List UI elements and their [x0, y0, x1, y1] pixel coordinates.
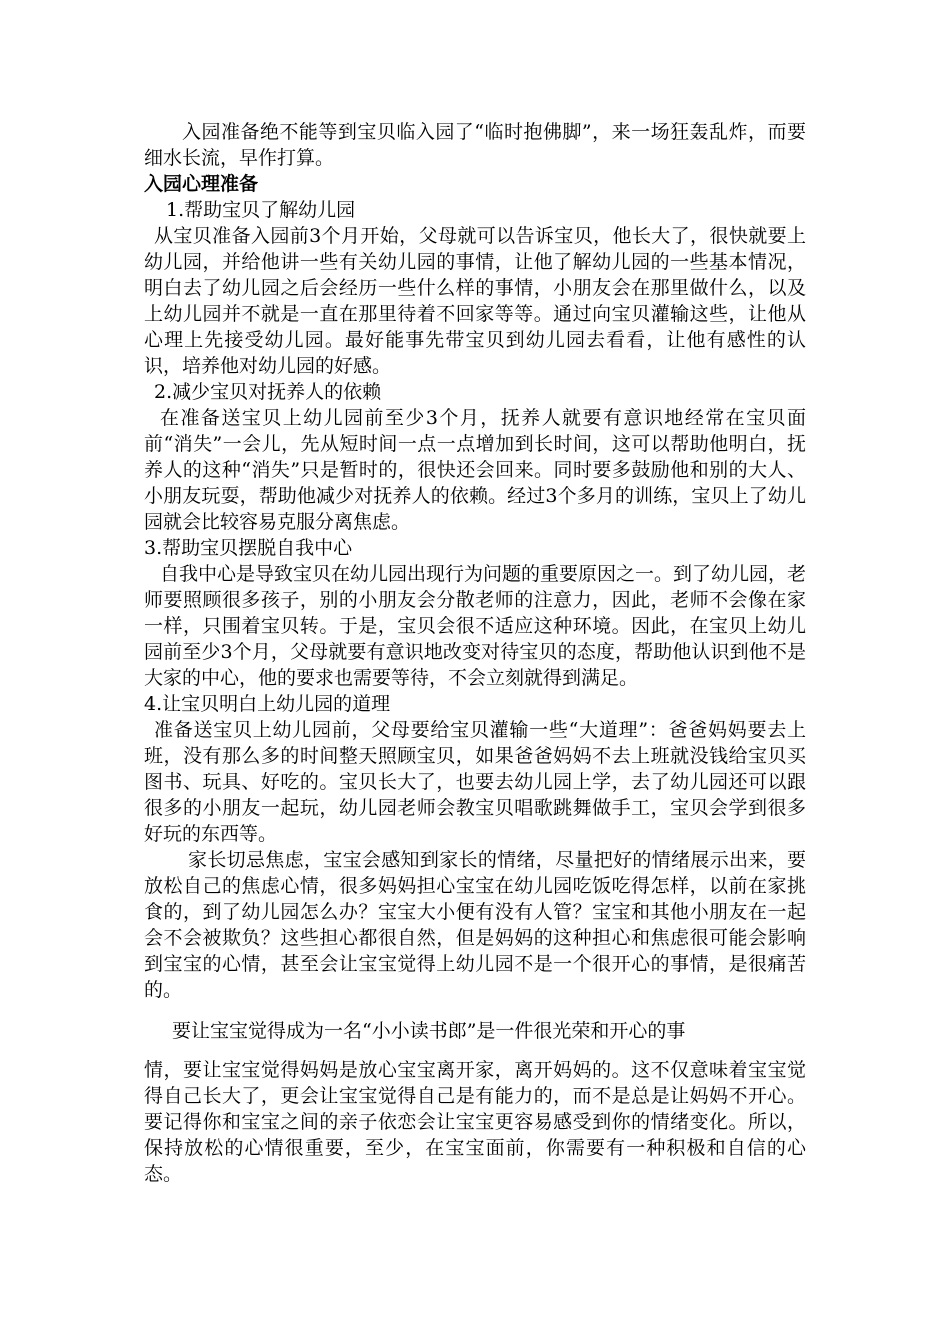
- intro-paragraph: 入园准备绝不能等到宝贝临入园了“临时抱佛脚”，来一场狂轰乱炸，而要细水长流，早作打算。: [144, 121, 806, 169]
- anxiety-paragraph: 家长切忌焦虑，宝宝会感知到家长的情绪，尽量把好的情绪展示出来，要放松自己的焦虑心情，很多妈妈担心宝宝在幼儿园吃饭吃得怎样，以前在家挑食的，到了幼儿园怎么办？宝宝大小便有没有人管？宝宝和其他小朋友在一起会不会被欺负？这些担心都很自然，但是妈妈的这种担心和焦虑很可能会影响到宝宝的心情，甚至会让宝宝觉得上幼儿园不是一个很开心的事情，是很痛苦的。: [144, 849, 806, 1001]
- item-heading-4: 4.让宝贝明白上幼儿园的道理: [144, 693, 391, 715]
- document-body: [144, 119, 806, 1187]
- section-title: 入园心理准备: [144, 173, 259, 195]
- item-body-2: 在准备送宝贝上幼儿园前至少3个月，抚养人就要有意识地经常在宝贝面前“消失”一会儿，先从短时间一点一点增加到长时间，这可以帮助他明白，抚养人的这种“消失”只是暂时的，很快还会回来。同时要多鼓励他和别的大人、小朋友玩耍，帮助他减少对抚养人的依赖。经过3个多月的训练，宝贝上了幼儿园就会比较容易克服分离焦虑。: [144, 407, 806, 533]
- item-heading-2: 2.减少宝贝对抚养人的依赖: [154, 381, 382, 403]
- item-body-4: 准备送宝贝上幼儿园前，父母要给宝贝灌输一些“大道理”：爸爸妈妈要去上班，没有那么多的时间整天照顾宝贝，如果爸爸妈妈不去上班就没钱给宝贝买图书、玩具、好吃的。宝贝长大了，也要去幼儿园上学，去了幼儿园还可以跟很多的小朋友一起玩，幼儿园老师会教宝贝唱歌跳舞做手工，宝贝会学到很多好玩的东西等。: [144, 719, 806, 845]
- item-body-1: 从宝贝准备入园前3个月开始，父母就可以告诉宝贝，他长大了，很快就要上幼儿园，并给他讲一些有关幼儿园的事情，让他了解幼儿园的一些基本情况，明白去了幼儿园之后会经历一些什么样的事情，小朋友会在那里做什么，以及上幼儿园并不就是一直在那里待着不回家等等。通过向宝贝灌输这些，让他从心理上先接受幼儿园。最好能事先带宝贝到幼儿园去看看，让他有感性的认识，培养他对幼儿园的好感。: [144, 225, 806, 377]
- reader-paragraph-rest: 情，要让宝宝觉得妈妈是放心宝宝离开家，离开妈妈的。这不仅意味着宝宝觉得自己长大了，更会让宝宝觉得自己是有能力的，而不是总是让妈妈不开心。要记得你和宝宝之间的亲子依恋会让宝宝更容易感受到你的情绪变化。所以，保持放松的心情很重要，至少，在宝宝面前，你需要有一种积极和自信的心态。: [144, 1059, 806, 1185]
- reader-paragraph-first-line: 要让宝宝觉得成为一名“小小读书郎”是一件很光荣和开心的事: [172, 1020, 686, 1042]
- item-heading-1: 1.帮助宝贝了解幼儿园: [166, 199, 356, 221]
- item-heading-3: 3.帮助宝贝摆脱自我中心: [144, 537, 353, 559]
- item-body-3: 自我中心是导致宝贝在幼儿园出现行为问题的重要原因之一。到了幼儿园，老师要照顾很多孩子，别的小朋友会分散老师的注意力，因此，老师不会像在家一样，只围着宝贝转。于是，宝贝会很不适应这种环境。因此，在宝贝上幼儿园前至少3个月，父母就要有意识地改变对待宝贝的态度，帮助他认识到他不是大家的中心，他的要求也需要等待，不会立刻就得到满足。: [144, 563, 807, 689]
